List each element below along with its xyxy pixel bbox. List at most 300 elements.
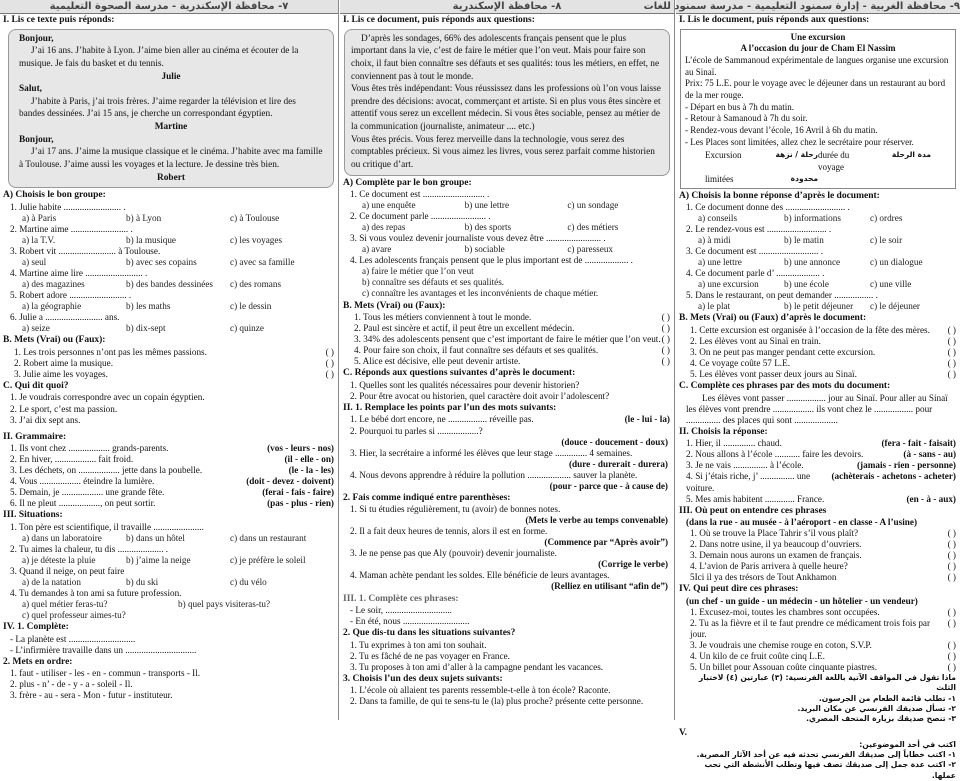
exercise-sentence: 2. Pourquoi tu parles si ..................?: [350, 425, 483, 436]
answer-option: a) une excursion: [698, 279, 759, 290]
document-line: Prix: 75 L.E. pour le voyage avec le déjeuner dans un restaurant au bord de la mer rouge.: [685, 78, 946, 101]
exercise-sentence: 2. Nous allons à l’école ........... faire les devoirs.: [686, 449, 864, 460]
answer-brackets: ( ): [661, 334, 670, 345]
section-title: II. 1. Remplace les points par l’un des mots suivants:: [343, 402, 557, 413]
letter-greeting: Bonjour,: [19, 33, 54, 44]
statement: 5. Un billet pour Assouan coûte cinquante piastres.: [690, 662, 878, 673]
statement: 3. 34% des adolescents pensent que c’est important de faire le métier que l’on veut.: [354, 334, 661, 345]
exercise-item: [686, 460, 956, 471]
answer-option: a) quel métier feras-tu?: [22, 599, 108, 610]
answer-options: [22, 533, 334, 544]
letter-greeting: Bonjour,: [19, 134, 54, 145]
answer-brackets: ( ): [947, 336, 956, 347]
answer-brackets: ( ): [947, 662, 956, 673]
document-paragraph: D’après les sondages, 66% des adolescents français pensent que le plus important dans la vie, c’est de faire le métier que l’on veut. Mais pour faire son choix, il faut bien connaître ses défauts et ses qualités: tous les métiers, en effet, ne conviennent pas à tout le monde.: [351, 33, 660, 82]
question: 5. Robert adore ......................... .: [10, 290, 132, 301]
statement: 1. Excusez-moi, toutes les chambres sont occupées.: [690, 606, 880, 617]
true-false-item: [690, 336, 956, 347]
true-false-item: [354, 334, 670, 345]
answer-option: b) le petit déjeuner: [784, 301, 854, 312]
true-false-item: [354, 312, 670, 323]
hint-choices: (Corrige le verbe): [598, 559, 668, 570]
hint-choices: (Relliez en utilisant “afin de”): [551, 581, 668, 592]
question: 6. Julie a ......................... ans.: [10, 312, 120, 323]
answer-option: b) informations: [784, 213, 841, 224]
true-false-item: [14, 369, 334, 380]
answer-brackets: ( ): [947, 539, 956, 550]
document-paragraph: Vous êtes très indépendant: Vous réussissez dans les professions où l’on vous laisse prendre des décisions: avocat, commerçant et artiste. Si en plus vous êtes sincère et attentif vous serez un excellent médecin. Si vous êtes sociable, pensez au métier de la communication (journaliste, animateur .... etc.): [351, 84, 661, 133]
answer-option: a) la géographie: [22, 301, 82, 312]
document-line: - Les Places sont limitées, allez chez le secrétaire pour réserver.: [685, 136, 914, 147]
answer-options: [22, 257, 334, 268]
answer-option: b) une annonce: [784, 257, 841, 268]
reading-document-box: [344, 29, 670, 176]
exercise-item: [686, 471, 956, 493]
answer-options: [698, 301, 956, 312]
vocabulary-cell: رحلة / نزهة: [775, 150, 818, 160]
true-false-item: [354, 356, 670, 367]
letter-body: J’ai 17 ans. J’aime la musique classique et le cinéma. J’habite avec ma famille à Toulouse. J’aime aussi les voyages et la lecture. Je dessine très bien.: [19, 147, 323, 170]
reading-text-box: [8, 29, 334, 189]
exercise-sentence: 2. En hiver, .................. fait froid.: [10, 454, 134, 465]
statement: 2. Les élèves vont au Sinaï en train.: [690, 336, 821, 347]
section-title: V.: [679, 728, 688, 739]
answer-option: b) les maths: [126, 301, 171, 312]
statement: 4. Un kilo de ce fruit coûte cinq L.E.: [690, 651, 825, 662]
completion-line: - La planète est .............................: [10, 633, 136, 644]
hint-choices: (il - elle - on): [284, 454, 334, 465]
statement: 3. Je voudrais une chemise rouge en coton, S.V.P.: [690, 640, 872, 651]
section-title: A) Choisis la bonne réponse d’après le document:: [679, 190, 880, 201]
answer-option: b) à Lyon: [126, 212, 162, 223]
hint-choices: (dure - durerait - durera): [568, 458, 668, 469]
statement: 5Ici il ya des trésors de Tout Ankhamon: [690, 572, 837, 583]
answer-options: [22, 323, 334, 334]
topic-item: 1. L’école où allaient tes parents ressemble-t-elle à ton école? Raconte.: [350, 685, 611, 696]
true-false-item: [690, 358, 956, 369]
question: 3. Robert vit ......................... à Toulouse.: [10, 245, 161, 256]
question: 1. Quelles sont les qualités nécessaires pour devenir historien?: [350, 379, 580, 390]
document-box: [680, 29, 956, 189]
reorder-item: 1. faut - utiliser - les - en - commun - transports - Il.: [10, 668, 201, 679]
hint-choices: (Mets le verbe au temps convenable): [525, 515, 668, 526]
question: 4. Ce document parle d’ ................... .: [686, 268, 825, 279]
hint-choices: (ferai - fais - faire): [262, 487, 334, 498]
section-title: C. Qui dit quoi?: [3, 380, 69, 391]
section-title: II. Grammaire:: [3, 431, 67, 442]
answer-brackets: ( ): [325, 346, 334, 357]
answer-option: c) un sondage: [567, 200, 619, 211]
exercise-item: [350, 414, 670, 425]
answer-brackets: ( ): [947, 324, 956, 335]
document-line: L’école de Sammanoud expérimentale de langues organise une excursion au Sinaï.: [685, 54, 949, 77]
completion-line: - L’infirmière travaille dans un ...............................: [10, 644, 197, 655]
question: 1. Ce document donne des .......................... .: [686, 202, 850, 213]
choices-list: (un chef - un guide - un médecin - un hôtelier - un vendeur): [686, 595, 918, 606]
question: 2. Martine aime ......................... .: [10, 223, 133, 234]
true-false-item: [690, 550, 956, 561]
answer-brackets: ( ): [947, 550, 956, 561]
true-false-item: [690, 325, 956, 336]
answer-brackets: ( ): [661, 356, 670, 367]
exercise-item: [10, 465, 334, 476]
answer-brackets: ( ): [325, 357, 334, 368]
answer-option: c) des romans: [230, 279, 282, 290]
document-paragraph: Vous êtes précis. Vous ferez merveille dans la technologie, vous serez des comptables précieux. Si vous aimez les livres, vous serez parfait comme historien ou critique d’art.: [351, 134, 655, 170]
section-title: III. Où peut on entendre ces phrases: [679, 505, 827, 516]
answer-options: [362, 200, 670, 211]
exercise-sentence: 4. Nous devons apprendre à réduire la pollution ................... sauver la planète.: [350, 469, 638, 480]
letter-body: J’ai 16 ans. J’habite à Lyon. J’aime bien aller au cinéma et écouter de la musique. Je fais du basket et du tennis.: [19, 46, 299, 69]
letter-body: J’habite à Paris, j’ai trois frères. J’aime regarder la télévision et lire des bandes dessinées. J’ai 15 ans, je cherche un correspondant égyptien.: [19, 96, 296, 120]
section-title: II. Choisis la réponse:: [679, 426, 768, 437]
answer-brackets: ( ): [947, 651, 956, 662]
exercise-sentence: 5. Mes amis habitent ............. France.: [686, 493, 825, 504]
hint-choices: (à - sans - au): [903, 449, 956, 460]
exercise-sentence: 4. Si j’étais riche, j’ ............... une voiture.: [686, 471, 811, 493]
exercise-sentence: 1. Hier, il .............. chaud.: [686, 438, 782, 449]
answer-options: [22, 301, 334, 312]
question: 3. Ce document est .......................... .: [686, 246, 824, 257]
answer-brackets: ( ): [947, 369, 956, 380]
question: 2. Le rendez-vous est .......................... .: [686, 224, 832, 235]
question: 2. Le sport, c’est ma passion.: [10, 403, 118, 414]
completion-paragraph: Les élèves vont passer ................. jour au Sinaï. Pour aller au Sinaï les élèves vont prendre .................. ils vont chez le ................. pour ............... des places qui sont ...................: [686, 392, 948, 425]
hint-choices: (en - à - aux): [906, 493, 956, 504]
letter-signature: Robert: [157, 172, 185, 183]
true-false-item: [690, 369, 956, 380]
answer-option: c) du vélo: [230, 577, 267, 588]
hint-choices: (jamais - rien - personne): [856, 460, 956, 471]
answer-option: b) des sports: [464, 222, 512, 233]
exercise-item: [10, 454, 334, 465]
true-false-item: [690, 607, 956, 618]
exercise-sentence: 3. Les déchets, on .................. jette dans la poubelle.: [10, 465, 203, 476]
answer-option: c) à Toulouse: [230, 212, 280, 223]
statement: 2. Paul est sincère et actif, il peut être un excellent médecin.: [354, 323, 575, 334]
letter-signature: Julie: [161, 71, 181, 82]
true-false-item: [690, 662, 956, 673]
section-title: 2. Que dis-tu dans les situations suivantes?: [343, 628, 516, 639]
answer-option: b) avec ses copains: [126, 257, 197, 267]
hint-choices: (fera - fait - faisait): [881, 438, 956, 449]
question: 3. Si vous voulez devenir journaliste vous devez être ........................ .: [350, 233, 606, 244]
section-title: III. Situations:: [3, 510, 63, 521]
exam-column-8: [340, 0, 674, 720]
arabic-instruction: ٣- تنصح صديقك بزيارة المتحف المصري.: [806, 714, 956, 724]
answer-option: c) dans un restaurant: [230, 532, 307, 543]
hint-choices: (le - la - les): [288, 465, 334, 476]
answer-option: b) sociable: [464, 244, 505, 255]
true-false-item: [690, 528, 956, 539]
choices-list: (dans la rue - au musée - à l’aéroport - en classe - A l’usine): [686, 517, 918, 528]
answer-brackets: ( ): [947, 606, 956, 617]
exercise-sentence: 1. Le bébé dort encore, ne ................. réveille pas.: [350, 414, 534, 425]
section-title: 3. Choisis l’un des deux sujets suivants:: [343, 673, 503, 684]
true-false-item: [690, 539, 956, 550]
answer-options: [698, 257, 956, 268]
answer-option: c) paresseux: [567, 244, 614, 255]
statement: 3. On ne peut pas manger pendant cette excursion.: [690, 347, 876, 358]
section-title: IV. 1. Complète:: [3, 622, 69, 633]
statement: 1. Cette excursion est organisée à l’occasion de la fête des mères.: [690, 324, 930, 335]
answer-options: [22, 555, 334, 566]
completion-line: - En été, nous .............................: [350, 616, 470, 627]
answer-option: b) dix-sept: [126, 323, 166, 334]
answer-option: b) une lettre: [464, 200, 510, 211]
exercise-sentence: 4. Vous .................. éteindre la lumière.: [10, 476, 155, 487]
answer-brackets: ( ): [947, 561, 956, 572]
answer-option: c) avec sa famille: [230, 257, 295, 267]
question: 2. Pour être avocat ou historien, quel caractère doit avoir l’adolescent?: [350, 390, 610, 401]
section-title: C. Réponds aux questions suivantes d’après le document:: [343, 368, 576, 379]
answer-option: c) le soir: [870, 235, 903, 246]
answer-brackets: ( ): [947, 640, 956, 651]
exercise-item: [10, 476, 334, 487]
question: 3. Quand il neige, on peut faire: [10, 566, 125, 577]
statement: 2. Dans notre usine, il ya beaucoup d’ouvriers.: [690, 539, 862, 550]
answer-option: a) à midi: [698, 235, 731, 246]
question: 4. Tu demandes à ton ami sa future profession.: [10, 588, 182, 599]
exercise-sentence: 6. Il ne pleut .................., on peut sortir.: [10, 498, 156, 509]
arabic-instruction: ١- تطلب قائمة الطعام من الجرسون.: [818, 693, 956, 703]
reorder-item: 3. frère - au - sera - Mon - futur - instituteur.: [10, 690, 173, 701]
question: 1. Je voudrais correspondre avec un copain égyptien.: [10, 392, 205, 403]
arabic-instruction: ١- اكتب خطاباً إلى صديقك الفرنسي تحدثه فيه عن أحد الآثار المصرية.: [696, 750, 956, 760]
true-false-item: [14, 358, 334, 369]
answer-option: a) une enquête: [362, 200, 416, 211]
section-title: B. Mets (Vrai) ou (Faux):: [343, 300, 446, 311]
exercise-item: [686, 494, 956, 505]
answer-option: a) de la natation: [22, 577, 81, 588]
statement: 5. Alice est décisive, elle peut devenir artiste.: [354, 356, 521, 367]
answer-option: b) j’aime la neige: [126, 555, 191, 565]
letter-greeting: Salut,: [19, 84, 42, 95]
question: 2. Ce document parle ........................ .: [350, 211, 491, 222]
answer-option: a) seize: [22, 323, 50, 334]
true-false-item: [690, 561, 956, 572]
answer-brackets: ( ): [947, 528, 956, 539]
exercise-sentence: 1. Si tu étudies régulièrement, tu (avoir) de bonnes notes.: [350, 504, 561, 515]
hint-choices: (douce - doucement - doux): [561, 436, 668, 447]
true-false-item: [690, 347, 956, 358]
question: 3. J’ai dix sept ans.: [10, 414, 81, 425]
answer-option: b) une école: [784, 279, 829, 290]
exam-column-7: [0, 0, 338, 720]
true-false-item: [690, 640, 956, 651]
reorder-item: 2. plus - n’ - de - y - a - soleil - Il.: [10, 679, 133, 690]
vocabulary-cell: مدة الرحلة: [891, 150, 931, 160]
answer-brackets: ( ): [325, 368, 334, 379]
answer-option: b) la musique: [126, 234, 177, 245]
question: 1. Ce document est ........................... .: [350, 189, 490, 200]
answer-options: [22, 213, 334, 224]
answer-option: b) le matin: [784, 235, 824, 246]
answer-brackets: ( ): [947, 358, 956, 369]
answer-options: [22, 599, 334, 610]
situation-item: 1. Tu exprimes à ton ami ton souhait.: [350, 639, 487, 650]
statement: 3. Julie aime les voyages.: [14, 368, 108, 379]
question: 1. Julie habite ......................... .: [10, 201, 126, 212]
statement: 4. L’avion de Paris arrivera à quelle heure?: [690, 561, 848, 572]
answer-option: c) quel professeur aimes-tu?: [22, 610, 126, 621]
section-title: B. Mets (Vrai) ou (Faux) d’après le document:: [679, 313, 867, 324]
answer-brackets: ( ): [947, 347, 956, 358]
answer-options: [22, 577, 334, 588]
answer-option: a) des repas: [362, 222, 406, 233]
section-title: IV. Qui peut dire ces phrases:: [679, 584, 799, 595]
answer-options: [698, 213, 956, 224]
answer-brackets: ( ): [661, 345, 670, 356]
arabic-instruction: ٢- اكتب عدة جمل إلى صديقك تصف فيها وتطلب الأنشطة التي تحب عملها.: [704, 760, 956, 780]
arabic-instruction: ٢- تسأل صديقك الفرنسي عن مكان البريد.: [797, 703, 956, 713]
hint-choices: (achèterais - achetons - acheter): [831, 471, 956, 482]
document-line: - Rendez-vous devant l’école, 16 Avril à 6h du matin.: [685, 125, 878, 136]
answer-option: a) avare: [362, 244, 392, 255]
document-title: Une excursion: [790, 31, 846, 42]
document-subtitle: A l’occasion du jour de Cham El Nassim: [740, 43, 896, 54]
true-false-item: [14, 347, 334, 358]
answer-option: c) le déjeuner: [870, 301, 920, 312]
exercise-sentence: 2. Il a fait deux heures de tennis, alors il est en forme.: [350, 526, 548, 537]
answer-option: b) des bandes dessinées: [126, 279, 214, 290]
answer-option: c) des métiers: [567, 222, 619, 233]
hint-choices: (le - lui - la): [624, 414, 670, 425]
answer-options: [362, 244, 670, 255]
answer-option: a) des magazines: [22, 279, 85, 290]
question: 5. Dans le restaurant, on peut demander ................. .: [686, 290, 878, 301]
vocabulary-cell: محدودة: [790, 173, 818, 183]
answer-brackets: ( ): [947, 617, 956, 628]
question: 1. Ton père est scientifique, il travaille ......................: [10, 521, 204, 532]
answer-option: a) à Paris: [22, 212, 57, 223]
answer-option: a) conseils: [698, 213, 738, 224]
exercise-sentence: 5. Demain, je .................. une grande fête.: [10, 487, 165, 498]
answer-options: [698, 279, 956, 290]
true-false-item: [690, 618, 956, 640]
answer-brackets: ( ): [661, 323, 670, 334]
answer-option: b) connaître ses défauts et ses qualités.: [362, 277, 505, 288]
column-header: ٩- محافظة الغربية - إدارة سمنود التعليمية - مدرسة سمنود للغات: [643, 1, 960, 12]
section-title: A) Choisis le bon groupe:: [3, 190, 106, 201]
section-title: C. Complète ces phrases par des mots du document:: [679, 381, 891, 392]
answer-option: a) seul: [22, 257, 47, 267]
answer-option: c) ordres: [870, 213, 903, 224]
exercise-item: [10, 487, 334, 498]
exercise-sentence: 3. Je ne vais ............... à l’école.: [686, 460, 804, 471]
vocabulary-cell: durée du voyage: [818, 150, 850, 173]
exercise-item: [686, 438, 956, 449]
document-line: - Départ en bus à 7h du matin.: [685, 101, 794, 112]
section-title: A) Complète par le bon groupe:: [343, 177, 472, 188]
answer-option: b) quel pays visiteras-tu?: [178, 599, 271, 610]
letter-signature: Martine: [154, 122, 188, 133]
answer-options: [362, 222, 670, 233]
question: 4. Martine aime lire ......................... .: [10, 268, 148, 279]
column-header: ٨- محافظة الإسكندرية: [340, 0, 674, 14]
answer-option: b) du ski: [126, 577, 159, 588]
hint-choices: (Commence par “Après avoir”): [544, 537, 668, 548]
answer-option: a) une lettre: [698, 257, 742, 268]
statement: 3. Demain nous aurons un examen de français.: [690, 550, 862, 561]
hint-choices: (vos - leurs - nos): [267, 443, 334, 454]
statement: 1. Tous les métiers conviennent à tout le monde.: [354, 312, 532, 323]
answer-option: c) les voyages: [230, 234, 283, 245]
answer-option: a) faire le métier que l’on veut: [362, 266, 474, 277]
column-header: ٧- محافظة الإسكندرية - مدرسة الصحوة التعليمية: [0, 0, 338, 14]
hint-choices: (pour - parce que - à cause de): [549, 480, 668, 491]
hint-choices: (doit - devez - doivent): [246, 476, 334, 487]
answer-option: a) le plat: [698, 301, 731, 312]
answer-option: c) un dialogue: [870, 257, 923, 268]
vocabulary-table: [705, 150, 931, 185]
statement: 1. Les trois personnes n’ont pas les mêmes passions.: [14, 346, 207, 357]
completion-line: - Le soir, .............................: [350, 605, 452, 616]
situation-item: 2. Tu es fâché de ne pas voyager en France.: [350, 650, 510, 661]
exercise-item: [10, 498, 334, 509]
vocabulary-cell: Excursion: [705, 150, 742, 161]
exercise-sentence: 1. Ils vont chez .................. grands-parents.: [10, 443, 169, 454]
answer-options: [22, 279, 334, 290]
situation-item: 3. Tu proposes à ton ami d’aller à la campagne pendant les vacances.: [350, 661, 604, 672]
statement: 2. Robert aime la musique.: [14, 357, 113, 368]
section-title: I. Lis ce document, puis réponds aux questions:: [343, 15, 535, 25]
answer-option: b) dans un hôtel: [126, 532, 185, 543]
answer-option: c) connaître les avantages et les inconvénients de chaque métier.: [362, 288, 599, 299]
statement: 2. Tu as la fièvre et il te faut prendre ce médicament trois fois par jour.: [690, 617, 931, 640]
section-title: III. 1. Complète ces phrases:: [343, 593, 459, 604]
true-false-item: [354, 345, 670, 356]
answer-option: c) je préfère le soleil: [230, 555, 306, 565]
true-false-item: [690, 651, 956, 662]
section-title: B. Mets (Vrai) ou (Faux):: [3, 335, 106, 346]
answer-brackets: ( ): [947, 572, 956, 583]
exercise-item: [686, 449, 956, 460]
answer-option: c) le dessin: [230, 301, 272, 312]
hint-choices: (pas - plus - rien): [267, 498, 334, 509]
answer-options: [698, 235, 956, 246]
arabic-instruction: اكتب في أحد الموضوعين:: [859, 739, 956, 749]
section-title: I. Lis le document, puis réponds aux questions:: [679, 15, 870, 25]
answer-options: [22, 235, 334, 246]
section-title: I. Lis ce texte puis réponds:: [3, 15, 115, 25]
section-title: 2. Mets en ordre:: [3, 656, 73, 667]
exercise-sentence: 3. Je ne pense pas que Aly (pouvoir) devenir journaliste.: [350, 548, 557, 559]
statement: 4. Ce voyage coûte 57 L.E.: [690, 358, 791, 369]
topic-item: 2. Dans ta famille, de qui te sens-tu le (la) plus proche? présente cette personne.: [350, 696, 644, 707]
statement: 4. Pour faire son choix, il faut connaître ses défauts et ses qualités.: [354, 345, 599, 356]
answer-brackets: ( ): [661, 312, 670, 323]
question: 2. Tu aimes la chaleur, tu dis .................... .: [10, 543, 169, 554]
answer-option: a) la T.V.: [22, 234, 56, 245]
exercise-sentence: 4. Maman achète pendant les soldes. Elle bénéficie de leurs avantages.: [350, 570, 610, 581]
arabic-instruction: ماذا تقول في المواقف الآتية باللغة الفرنسية: (٣) عبارتين (٤) لاختبار الثلث: [698, 673, 956, 693]
statement: 5. Les élèves vont passer deux jours au Sinaï.: [690, 369, 857, 380]
statement: 1. Où se trouve la Place Tahrir s’il vous plaît?: [690, 528, 859, 539]
true-false-item: [354, 323, 670, 334]
exercise-item: [10, 443, 334, 454]
document-line: - Retour à Samanoud à 7h du soir.: [685, 113, 808, 124]
true-false-item: [690, 572, 956, 583]
exercise-sentence: 3. Hier, la secrétaire a informé les élèves que leur stage .............. 4 semaines.: [350, 447, 633, 458]
answer-option: c) une ville: [870, 279, 912, 290]
question: 4. Les adolescents français pensent que le plus important est de ................... .: [350, 255, 633, 266]
answer-option: a) je déteste la pluie: [22, 555, 96, 565]
answer-option: a) dans un laboratoire: [22, 532, 102, 543]
section-title: 2. Fais comme indiqué entre parenthèses:: [343, 492, 511, 503]
vocabulary-cell: limitées: [705, 173, 734, 184]
answer-option: c) quinze: [230, 323, 264, 334]
